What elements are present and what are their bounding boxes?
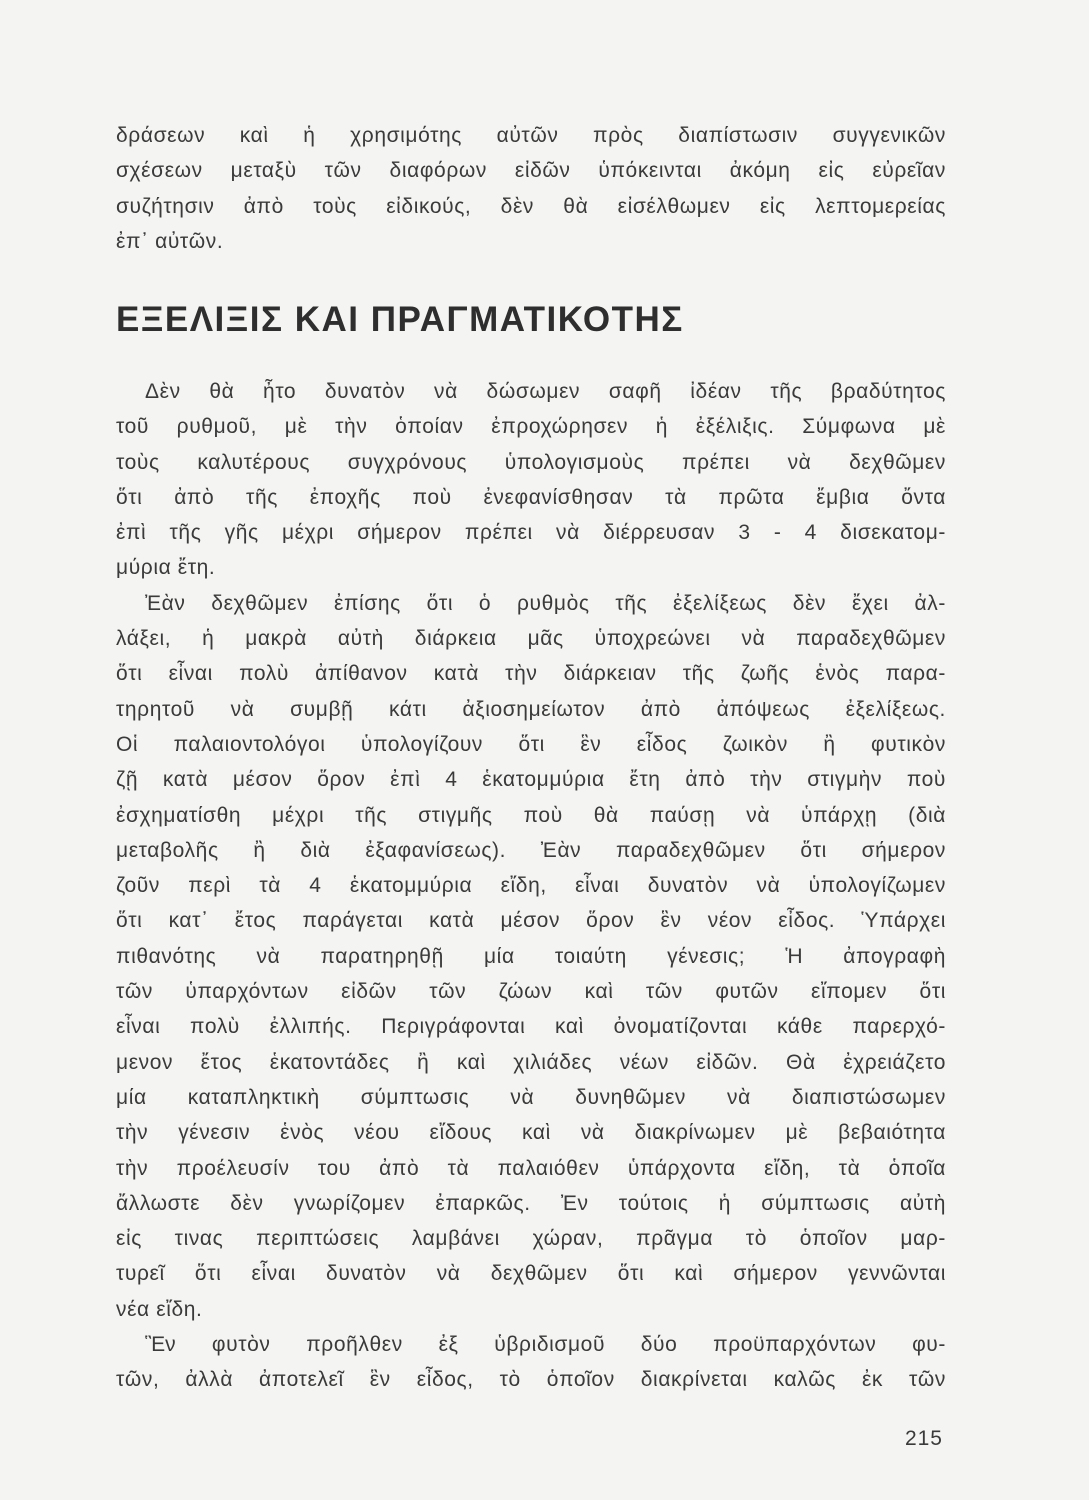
text-line: εἶναι πολὺ ἐλλιπής. Περιγράφονται καὶ ὀνοματίζονται κάθε παρερχό-: [116, 1015, 946, 1039]
text-line: τοῦ ρυθμοῦ, μὲ τὴν ὁποίαν ἐπροχώρησεν ἡ ἐξέλιξις. Σύμφωνα μὲ: [116, 415, 946, 439]
text-line: ζοῦν περὶ τὰ 4 ἑκατομμύρια εἴδη, εἶναι δυνατὸν νὰ ὑπολογίζωμεν: [116, 874, 946, 898]
intro-paragraph: [116, 118, 946, 259]
text-line: ὅτι ἀπὸ τῆς ἐποχῆς ποὺ ἐνεφανίσθησαν τὰ πρῶτα ἔμβια ὄντα: [116, 485, 946, 509]
text-line: τοὺς καλυτέρους συγχρόνους ὑπολογισμοὺς πρέπει νὰ δεχθῶμεν: [116, 450, 946, 474]
section-heading: ΕΞΕΛΙΞΙΣ ΚΑΙ ΠΡΑΓΜΑΤΙΚΟΤΗΣ: [116, 300, 684, 339]
text-line: Οἱ παλαιοντολόγοι ὑπολογίζουν ὅτι ἓν εἶδος ζωικὸν ἢ φυτικὸν: [116, 732, 946, 756]
text-line: δράσεων καὶ ἡ χρησιμότης αὐτῶν πρὸς διαπίστωσιν συγγενικῶν: [116, 124, 946, 147]
text-line: σχέσεων μεταξὺ τῶν διαφόρων εἰδῶν ὑπόκεινται ἀκόμη εἰς εὐρεῖαν: [116, 159, 946, 183]
text-line: ἄλλωστε δὲν γνωρίζομεν ἐπαρκῶς. Ἐν τούτοις ἡ σύμπτωσις αὐτὴ: [116, 1191, 946, 1215]
text-line: μεταβολῆς ἢ διὰ ἐξαφανίσεως). Ἐὰν παραδεχθῶμεν ὅτι σήμερον: [116, 838, 946, 862]
text-line: μύρια ἔτη.: [116, 556, 216, 580]
body-text: [116, 374, 946, 1398]
text-line: πιθανότης νὰ παρατηρηθῇ μία τοιαύτη γένεσις; Ἡ ἀπογραφὴ: [116, 944, 946, 968]
text-line: ὅτι εἶναι πολὺ ἀπίθανον κατὰ τὴν διάρκειαν τῆς ζωῆς ἑνὸς παρα-: [116, 662, 946, 686]
text-line: ὅτι κατ᾽ ἔτος παράγεται κατὰ μέσον ὅρον ἓν νέον εἶδος. Ὑπάρχει: [116, 909, 946, 933]
text-line: ἐπ᾽ αὐτῶν.: [116, 229, 224, 253]
text-line: τὴν γένεσιν ἑνὸς νέου εἴδους καὶ νὰ διακρίνωμεν μὲ βεβαιότητα: [116, 1121, 946, 1145]
text-line: μία καταπληκτικὴ σύμπτωσις νὰ δυνηθῶμεν νὰ διαπιστώσωμεν: [116, 1085, 946, 1109]
text-line: τηρητοῦ νὰ συμβῇ κάτι ἀξιοσημείωτον ἀπὸ ἀπόψεως ἐξελίξεως.: [116, 697, 946, 721]
text-line: ζῇ κατὰ μέσον ὅρον ἐπὶ 4 ἑκατομμύρια ἔτη ἀπὸ τὴν στιγμὴν ποὺ: [116, 768, 946, 792]
text-line: ἐσχηματίσθη μέχρι τῆς στιγμῆς ποὺ θὰ παύσῃ νὰ ὑπάρχῃ (διὰ: [116, 803, 946, 827]
text-line: εἰς τινας περιπτώσεις λαμβάνει χώραν, πρᾶγμα τὸ ὁποῖον μαρ-: [116, 1227, 946, 1251]
text-line: τὴν προέλευσίν του ἀπὸ τὰ παλαιόθεν ὑπάρχοντα εἴδη, τὰ ὁποῖα: [116, 1156, 946, 1180]
text-line: τῶν, ἀλλὰ ἀποτελεῖ ἓν εἶδος, τὸ ὁποῖον διακρίνεται καλῶς ἐκ τῶν: [116, 1368, 946, 1392]
text-line: μενον ἔτος ἑκατοντάδες ἢ καὶ χιλιάδες νέων εἰδῶν. Θὰ ἐχρειάζετο: [116, 1050, 946, 1074]
text-line: ἐπὶ τῆς γῆς μέχρι σήμερον πρέπει νὰ διέρρευσαν 3 - 4 δισεκατομ-: [116, 521, 946, 545]
text-line: λάξει, ἡ μακρὰ αὐτὴ διάρκεια μᾶς ὑποχρεώνει νὰ παραδεχθῶμεν: [116, 627, 946, 651]
text-line: Ἓν φυτὸν προῆλθεν ἐξ ὑβριδισμοῦ δύο προϋπαρχόντων φυ-: [145, 1333, 946, 1357]
text-line: νέα εἴδη.: [116, 1297, 203, 1321]
page-number: 215: [904, 1427, 943, 1450]
text-line: τῶν ὑπαρχόντων εἰδῶν τῶν ζώων καὶ τῶν φυτῶν εἴπομεν ὅτι: [116, 980, 946, 1004]
text-line: Δὲν θὰ ἦτο δυνατὸν νὰ δώσωμεν σαφῆ ἰδέαν τῆς βραδύτητος: [145, 380, 946, 403]
text-line: συζήτησιν ἀπὸ τοὺς εἰδικούς, δὲν θὰ εἰσέλθωμεν εἰς λεπτομερείας: [116, 194, 946, 218]
text-line: Ἐὰν δεχθῶμεν ἐπίσης ὅτι ὁ ρυθμὸς τῆς ἐξελίξεως δὲν ἔχει ἀλ-: [145, 591, 946, 615]
text-line: τυρεῖ ὅτι εἶναι δυνατὸν νὰ δεχθῶμεν ὅτι καὶ σήμερον γεννῶνται: [116, 1262, 946, 1286]
